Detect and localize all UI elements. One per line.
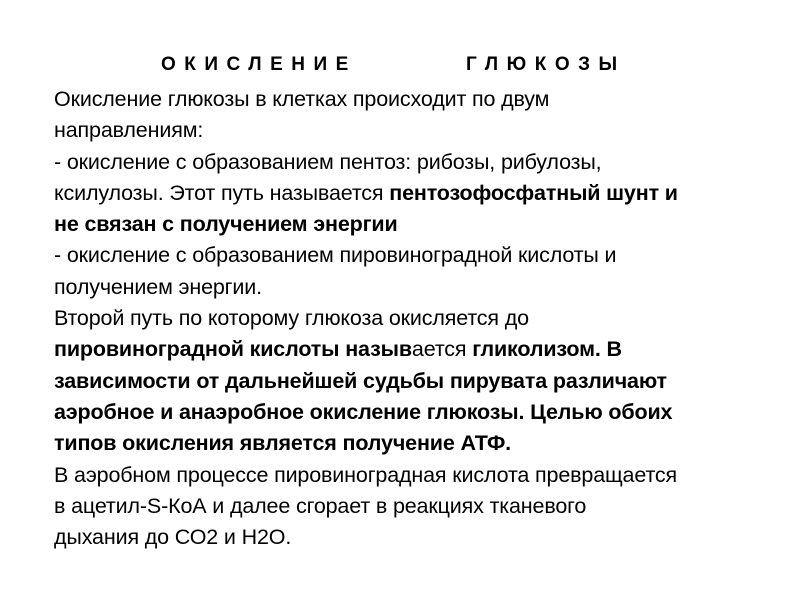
bold-text-segment: аэробное и анаэробное окисление глюкозы. Целью обоих (54, 399, 673, 424)
text-segment: ксилулозы. Этот путь называется (54, 180, 390, 205)
text-segment: - окисление с образованием пировиноградной кислоты и (54, 243, 617, 268)
text-line (54, 397, 774, 428)
title-word-glucose: ГЛЮКОЗЫ (466, 54, 626, 75)
slide-title (0, 54, 800, 80)
text-line (54, 115, 774, 146)
text-line (54, 147, 774, 178)
text-line (54, 334, 774, 365)
bold-text-segment: зависимости от дальнейшей судьбы пирувата различают (54, 368, 667, 393)
title-word-oxidation: ОКИСЛЕНИЕ (161, 54, 357, 75)
text-line (54, 209, 774, 240)
text-line (54, 84, 774, 115)
text-segment: - окисление с образованием пентоз: рибозы, рибулозы, (54, 149, 602, 174)
text-line (54, 303, 774, 334)
text-line (54, 366, 774, 397)
bold-text-segment: пировиноградной кислоты назыв (54, 337, 412, 362)
text-segment: дыхания до СО2 и Н2О. (54, 525, 292, 550)
text-segment: Второй путь по которому глюкоза окисляется до (54, 306, 529, 331)
bold-text-segment: пентозофосфатный шунт и (389, 180, 678, 205)
text-line (54, 460, 774, 491)
text-line (54, 491, 774, 522)
text-line (54, 178, 774, 209)
bold-text-segment: не связан с получением энергии (54, 212, 398, 237)
text-segment: В аэробном процессе пировиноградная кислота превращается (54, 462, 678, 487)
text-segment: ается (411, 337, 473, 362)
bold-text-segment: гликолизом. В (472, 337, 622, 362)
text-segment: получением энергии. (54, 274, 262, 299)
text-line (54, 272, 774, 303)
text-line (54, 240, 774, 271)
text-segment: Окисление глюкозы в клетках происходит по двум (54, 87, 550, 111)
text-segment: направлениям: (54, 118, 204, 143)
text-line (54, 428, 774, 459)
text-line (54, 522, 774, 553)
text-segment: в ацетил-S-КоА и далее сгорает в реакциях тканевого (54, 493, 587, 518)
bold-text-segment: типов окисления является получение АТФ. (54, 431, 511, 456)
slide-body-text (54, 84, 774, 553)
